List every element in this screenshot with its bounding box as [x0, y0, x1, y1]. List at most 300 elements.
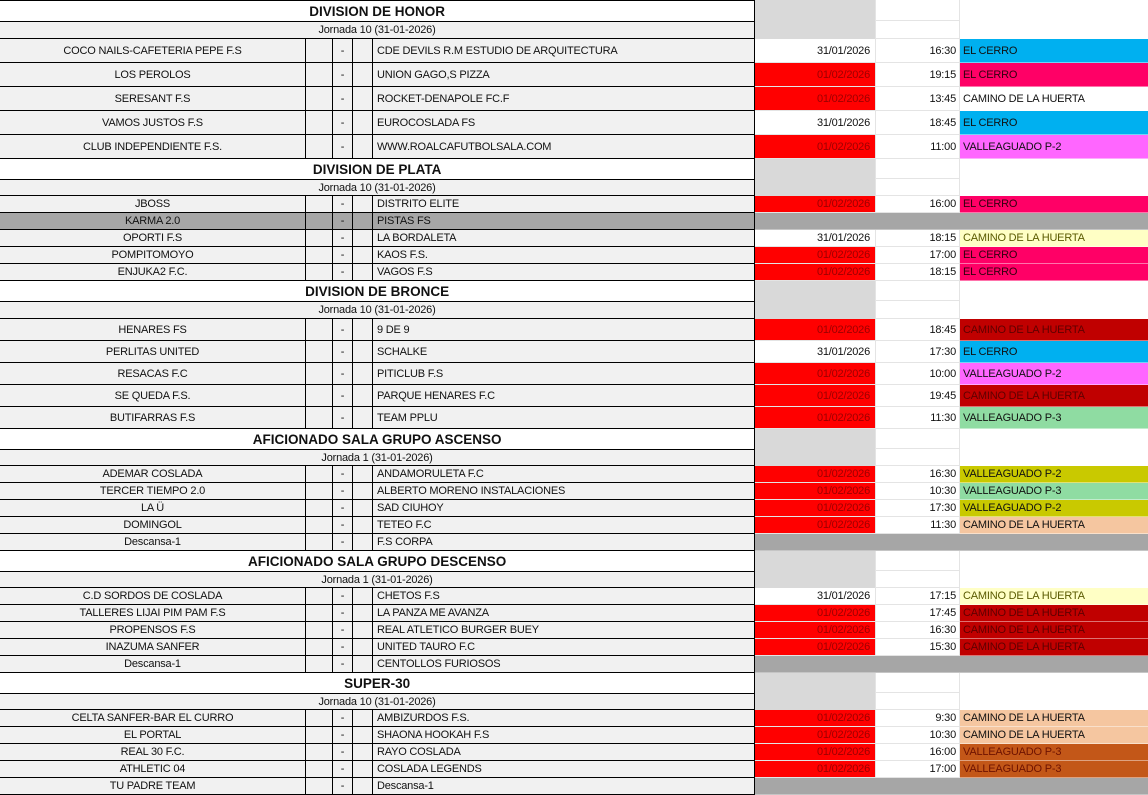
- away-score-cell[interactable]: [353, 483, 373, 499]
- division-section: [0, 159, 1148, 281]
- match-row: [0, 778, 1148, 795]
- grey-header-block: [755, 0, 876, 21]
- date-cell[interactable]: 01/02/2026: [755, 500, 876, 517]
- venue-cell[interactable]: VALLEAGUADO P-3: [960, 744, 1148, 761]
- home-score-cell[interactable]: [306, 341, 333, 362]
- section-title[interactable]: DIVISION DE BRONCE: [0, 281, 755, 301]
- home-team-cell[interactable]: EL PORTAL: [0, 727, 306, 743]
- match-left: [0, 341, 755, 363]
- away-score-cell[interactable]: [353, 500, 373, 516]
- venue-cell[interactable]: VALLEAGUADO P-2: [960, 500, 1148, 517]
- away-team-cell[interactable]: UNION GAGO,S PIZZA: [373, 63, 755, 86]
- empty-time-cell: [876, 449, 960, 466]
- away-score-cell[interactable]: [353, 264, 373, 280]
- empty-venue-cell: [960, 281, 1148, 301]
- venue-cell[interactable]: EL CERRO: [960, 196, 1148, 213]
- home-team-cell[interactable]: Descansa-1: [0, 534, 306, 550]
- jornada-label[interactable]: Jornada 1 (31-01-2026): [0, 449, 755, 466]
- away-team-cell[interactable]: CHETOS F.S: [373, 588, 755, 604]
- home-team-cell[interactable]: RESACAS F.C: [0, 363, 306, 384]
- venue-cell[interactable]: EL CERRO: [960, 39, 1148, 63]
- empty-time-cell: [876, 0, 960, 21]
- away-team-cell[interactable]: SAD CIUHOY: [373, 500, 755, 516]
- away-team-cell[interactable]: EUROCOSLADA FS: [373, 111, 755, 134]
- section-title[interactable]: AFICIONADO SALA GRUPO ASCENSO: [0, 429, 755, 449]
- time-cell[interactable]: 17:15: [876, 588, 960, 605]
- match-left: [0, 727, 755, 744]
- time-cell[interactable]: 17:30: [876, 500, 960, 517]
- time-cell[interactable]: 9:30: [876, 710, 960, 727]
- away-team-cell[interactable]: ANDAMORULETA F.C: [373, 466, 755, 482]
- home-team-cell[interactable]: PROPENSOS F.S: [0, 622, 306, 638]
- match-row: [0, 385, 1148, 407]
- grey-header-block: [755, 159, 876, 179]
- away-team-cell[interactable]: COSLADA LEGENDS: [373, 761, 755, 777]
- home-team-cell[interactable]: Descansa-1: [0, 656, 306, 672]
- away-score-cell[interactable]: [353, 319, 373, 340]
- away-team-cell[interactable]: TETEO F.C: [373, 517, 755, 533]
- home-score-cell[interactable]: [306, 483, 333, 499]
- home-score-cell[interactable]: [306, 761, 333, 777]
- away-score-cell[interactable]: [353, 656, 373, 672]
- date-cell[interactable]: 31/01/2026: [755, 111, 876, 135]
- date-cell[interactable]: 01/02/2026: [755, 483, 876, 500]
- match-row: [0, 500, 1148, 517]
- grey-header-block: [755, 179, 876, 196]
- away-team-cell[interactable]: SCHALKE: [373, 341, 755, 362]
- away-team-cell[interactable]: F.S CORPA: [373, 534, 755, 550]
- time-cell[interactable]: 17:00: [876, 761, 960, 778]
- time-cell[interactable]: 17:45: [876, 605, 960, 622]
- home-score-cell[interactable]: [306, 385, 333, 406]
- home-team-cell[interactable]: JBOSS: [0, 196, 306, 212]
- away-score-cell[interactable]: [353, 247, 373, 263]
- match-left: [0, 778, 755, 795]
- home-score-cell[interactable]: [306, 213, 333, 229]
- match-left: [0, 363, 755, 385]
- match-left: [0, 534, 755, 551]
- away-score-cell[interactable]: [353, 727, 373, 743]
- away-team-cell[interactable]: SHAONA HOOKAH F.S: [373, 727, 755, 743]
- match-right: [755, 111, 1148, 135]
- match-row: [0, 111, 1148, 135]
- section-header-row: [0, 551, 1148, 571]
- away-score-cell[interactable]: [353, 135, 373, 158]
- home-team-cell[interactable]: DOMINGOL: [0, 517, 306, 533]
- dash-separator: -: [333, 588, 353, 604]
- time-cell[interactable]: 16:30: [876, 622, 960, 639]
- jornada-label[interactable]: Jornada 1 (31-01-2026): [0, 571, 755, 588]
- venue-cell[interactable]: VALLEAGUADO P-2: [960, 135, 1148, 159]
- home-score-cell[interactable]: [306, 39, 333, 62]
- match-row: [0, 639, 1148, 656]
- match-row: [0, 727, 1148, 744]
- time-cell[interactable]: 17:00: [876, 247, 960, 264]
- away-score-cell[interactable]: [353, 605, 373, 621]
- time-cell[interactable]: 10:30: [876, 727, 960, 744]
- date-cell[interactable]: 01/02/2026: [755, 87, 876, 111]
- home-score-cell[interactable]: [306, 111, 333, 134]
- home-score-cell[interactable]: [306, 407, 333, 428]
- home-team-cell[interactable]: ENJUKA2 F.C.: [0, 264, 306, 280]
- venue-cell[interactable]: CAMINO DE LA HUERTA: [960, 727, 1148, 744]
- home-score-cell[interactable]: [306, 710, 333, 726]
- time-cell[interactable]: 11:00: [876, 135, 960, 159]
- match-left: [0, 111, 755, 135]
- dash-separator: -: [333, 500, 353, 516]
- home-score-cell[interactable]: [306, 500, 333, 516]
- date-cell[interactable]: 01/02/2026: [755, 247, 876, 264]
- home-team-cell[interactable]: LA Ü: [0, 500, 306, 516]
- time-cell[interactable]: 16:00: [876, 196, 960, 213]
- home-score-cell[interactable]: [306, 264, 333, 280]
- match-left: [0, 135, 755, 159]
- date-cell[interactable]: 01/02/2026: [755, 605, 876, 622]
- home-score-cell[interactable]: [306, 639, 333, 655]
- dash-separator: -: [333, 111, 353, 134]
- home-team-cell[interactable]: REAL 30 F.C.: [0, 744, 306, 760]
- dash-separator: -: [333, 534, 353, 550]
- time-cell[interactable]: 18:45: [876, 111, 960, 135]
- time-cell[interactable]: 16:30: [876, 39, 960, 63]
- venue-cell[interactable]: VALLEAGUADO P-3: [960, 483, 1148, 500]
- away-score-cell[interactable]: [353, 710, 373, 726]
- time-cell[interactable]: 18:15: [876, 230, 960, 247]
- home-score-cell[interactable]: [306, 196, 333, 212]
- home-team-cell[interactable]: COCO NAILS-CAFETERIA PEPE F.S: [0, 39, 306, 62]
- away-team-cell[interactable]: ALBERTO MORENO INSTALACIONES: [373, 483, 755, 499]
- section-title[interactable]: SUPER-30: [0, 673, 755, 693]
- home-team-cell[interactable]: HENARES FS: [0, 319, 306, 340]
- empty-time-cell: [876, 429, 960, 449]
- jornada-label[interactable]: Jornada 10 (31-01-2026): [0, 693, 755, 710]
- away-score-cell[interactable]: [353, 363, 373, 384]
- date-cell[interactable]: 01/02/2026: [755, 517, 876, 534]
- venue-cell[interactable]: VALLEAGUADO P-3: [960, 407, 1148, 429]
- home-score-cell[interactable]: [306, 517, 333, 533]
- match-row: [0, 761, 1148, 778]
- match-right: [755, 213, 1148, 230]
- venue-cell[interactable]: CAMINO DE LA HUERTA: [960, 710, 1148, 727]
- home-score-cell[interactable]: [306, 247, 333, 263]
- away-team-cell[interactable]: CDE DEVILS R.M ESTUDIO DE ARQUITECTURA: [373, 39, 755, 62]
- away-score-cell[interactable]: [353, 639, 373, 655]
- away-team-cell[interactable]: ROCKET-DENAPOLE FC.F: [373, 87, 755, 110]
- match-row: [0, 39, 1148, 63]
- date-cell[interactable]: 01/02/2026: [755, 63, 876, 87]
- away-team-cell[interactable]: AMBIZURDOS F.S.: [373, 710, 755, 726]
- section-header-right: [755, 0, 1148, 21]
- venue-cell[interactable]: CAMINO DE LA HUERTA: [960, 588, 1148, 605]
- away-team-cell[interactable]: REAL ATLETICO BURGER BUEY: [373, 622, 755, 638]
- venue-cell[interactable]: EL CERRO: [960, 341, 1148, 363]
- empty-venue-cell: [960, 571, 1148, 588]
- home-team-cell[interactable]: KARMA 2.0: [0, 213, 306, 229]
- match-right: [755, 483, 1148, 500]
- match-right: [755, 517, 1148, 534]
- match-right: [755, 727, 1148, 744]
- date-cell[interactable]: 01/02/2026: [755, 363, 876, 385]
- dash-separator: -: [333, 778, 353, 794]
- away-score-cell[interactable]: [353, 778, 373, 794]
- away-team-cell[interactable]: RAYO COSLADA: [373, 744, 755, 760]
- time-cell[interactable]: 16:30: [876, 466, 960, 483]
- grey-row-bar: [755, 534, 1148, 551]
- home-score-cell[interactable]: [306, 778, 333, 794]
- away-team-cell[interactable]: CENTOLLOS FURIOSOS: [373, 656, 755, 672]
- jornada-right: [755, 21, 1148, 39]
- match-row: [0, 744, 1148, 761]
- away-score-cell[interactable]: [353, 341, 373, 362]
- home-team-cell[interactable]: OPORTI F.S: [0, 230, 306, 246]
- dash-separator: -: [333, 63, 353, 86]
- away-team-cell[interactable]: KAOS F.S.: [373, 247, 755, 263]
- away-score-cell[interactable]: [353, 407, 373, 428]
- home-score-cell[interactable]: [306, 588, 333, 604]
- date-cell[interactable]: 01/02/2026: [755, 727, 876, 744]
- home-score-cell[interactable]: [306, 534, 333, 550]
- empty-time-cell: [876, 551, 960, 571]
- home-team-cell[interactable]: SERESANT F.S: [0, 87, 306, 110]
- venue-cell[interactable]: EL CERRO: [960, 264, 1148, 281]
- dash-separator: -: [333, 39, 353, 62]
- venue-cell[interactable]: EL CERRO: [960, 63, 1148, 87]
- grey-header-block: [755, 449, 876, 466]
- match-left: [0, 710, 755, 727]
- home-score-cell[interactable]: [306, 727, 333, 743]
- match-left: [0, 247, 755, 264]
- date-cell[interactable]: 31/01/2026: [755, 341, 876, 363]
- home-score-cell[interactable]: [306, 656, 333, 672]
- dash-separator: -: [333, 230, 353, 246]
- match-row: [0, 319, 1148, 341]
- jornada-label[interactable]: Jornada 10 (31-01-2026): [0, 179, 755, 196]
- time-cell[interactable]: 11:30: [876, 407, 960, 429]
- home-team-cell[interactable]: CELTA SANFER-BAR EL CURRO: [0, 710, 306, 726]
- away-team-cell[interactable]: LA BORDALETA: [373, 230, 755, 246]
- dash-separator: -: [333, 605, 353, 621]
- home-team-cell[interactable]: POMPITOMOYO: [0, 247, 306, 263]
- home-team-cell[interactable]: TERCER TIEMPO 2.0: [0, 483, 306, 499]
- time-cell[interactable]: 10:30: [876, 483, 960, 500]
- section-title[interactable]: DIVISION DE PLATA: [0, 159, 755, 179]
- venue-cell[interactable]: CAMINO DE LA HUERTA: [960, 605, 1148, 622]
- venue-cell[interactable]: CAMINO DE LA HUERTA: [960, 87, 1148, 111]
- venue-cell[interactable]: VALLEAGUADO P-3: [960, 761, 1148, 778]
- home-team-cell[interactable]: INAZUMA SANFER: [0, 639, 306, 655]
- time-cell[interactable]: 16:00: [876, 744, 960, 761]
- away-team-cell[interactable]: PITICLUB F.S: [373, 363, 755, 384]
- section-header-row: [0, 281, 1148, 301]
- away-score-cell[interactable]: [353, 385, 373, 406]
- home-team-cell[interactable]: BUTIFARRAS F.S: [0, 407, 306, 428]
- date-cell[interactable]: 01/02/2026: [755, 744, 876, 761]
- match-left: [0, 517, 755, 534]
- section-header-row: [0, 673, 1148, 693]
- away-score-cell[interactable]: [353, 63, 373, 86]
- home-score-cell[interactable]: [306, 363, 333, 384]
- venue-cell[interactable]: CAMINO DE LA HUERTA: [960, 639, 1148, 656]
- match-left: [0, 639, 755, 656]
- date-cell[interactable]: 01/02/2026: [755, 407, 876, 429]
- away-team-cell[interactable]: DISTRITO ELITE: [373, 196, 755, 212]
- match-right: [755, 605, 1148, 622]
- match-row: [0, 622, 1148, 639]
- away-score-cell[interactable]: [353, 87, 373, 110]
- home-team-cell[interactable]: TU PADRE TEAM: [0, 778, 306, 794]
- jornada-row: [0, 449, 1148, 466]
- away-team-cell[interactable]: UNITED TAURO F.C: [373, 639, 755, 655]
- empty-time-cell: [876, 301, 960, 319]
- match-row: [0, 363, 1148, 385]
- away-team-cell[interactable]: PARQUE HENARES F.C: [373, 385, 755, 406]
- home-score-cell[interactable]: [306, 319, 333, 340]
- home-score-cell[interactable]: [306, 135, 333, 158]
- time-cell[interactable]: 13:45: [876, 87, 960, 111]
- away-score-cell[interactable]: [353, 517, 373, 533]
- home-team-cell[interactable]: TALLERES LIJAI PIM PAM F.S: [0, 605, 306, 621]
- match-row: [0, 466, 1148, 483]
- home-score-cell[interactable]: [306, 87, 333, 110]
- away-score-cell[interactable]: [353, 534, 373, 550]
- time-cell[interactable]: 15:30: [876, 639, 960, 656]
- date-cell[interactable]: 01/02/2026: [755, 761, 876, 778]
- away-score-cell[interactable]: [353, 588, 373, 604]
- away-team-cell[interactable]: TEAM PPLU: [373, 407, 755, 428]
- time-cell[interactable]: 11:30: [876, 517, 960, 534]
- match-left: [0, 264, 755, 281]
- dash-separator: -: [333, 247, 353, 263]
- home-team-cell[interactable]: PERLITAS UNITED: [0, 341, 306, 362]
- home-team-cell[interactable]: SE QUEDA F.S.: [0, 385, 306, 406]
- date-cell[interactable]: 01/02/2026: [755, 385, 876, 407]
- date-cell[interactable]: 01/02/2026: [755, 639, 876, 656]
- division-section: [0, 551, 1148, 673]
- grey-row-bar: [755, 656, 1148, 673]
- time-cell[interactable]: 18:45: [876, 319, 960, 341]
- date-cell[interactable]: 01/02/2026: [755, 319, 876, 341]
- match-right: [755, 656, 1148, 673]
- match-left: [0, 39, 755, 63]
- date-cell[interactable]: 31/01/2026: [755, 230, 876, 247]
- home-team-cell[interactable]: ATHLETIC 04: [0, 761, 306, 777]
- match-right: [755, 534, 1148, 551]
- away-score-cell[interactable]: [353, 230, 373, 246]
- venue-cell[interactable]: CAMINO DE LA HUERTA: [960, 230, 1148, 247]
- away-score-cell[interactable]: [353, 761, 373, 777]
- away-team-cell[interactable]: 9 DE 9: [373, 319, 755, 340]
- home-team-cell[interactable]: VAMOS JUSTOS F.S: [0, 111, 306, 134]
- date-cell[interactable]: 31/01/2026: [755, 39, 876, 63]
- dash-separator: -: [333, 87, 353, 110]
- match-row: [0, 213, 1148, 230]
- home-score-cell[interactable]: [306, 466, 333, 482]
- away-team-cell[interactable]: LA PANZA ME AVANZA: [373, 605, 755, 621]
- venue-cell[interactable]: CAMINO DE LA HUERTA: [960, 319, 1148, 341]
- home-score-cell[interactable]: [306, 230, 333, 246]
- home-team-cell[interactable]: LOS PEROLOS: [0, 63, 306, 86]
- dash-separator: -: [333, 744, 353, 760]
- section-title[interactable]: AFICIONADO SALA GRUPO DESCENSO: [0, 551, 755, 571]
- away-score-cell[interactable]: [353, 213, 373, 229]
- home-team-cell[interactable]: ADEMAR COSLADA: [0, 466, 306, 482]
- match-right: [755, 87, 1148, 111]
- match-row: [0, 407, 1148, 429]
- date-cell[interactable]: 31/01/2026: [755, 588, 876, 605]
- jornada-label[interactable]: Jornada 10 (31-01-2026): [0, 301, 755, 319]
- away-team-cell[interactable]: Descansa-1: [373, 778, 755, 794]
- venue-cell[interactable]: VALLEAGUADO P-2: [960, 363, 1148, 385]
- match-left: [0, 744, 755, 761]
- date-cell[interactable]: 01/02/2026: [755, 264, 876, 281]
- jornada-right: [755, 571, 1148, 588]
- match-left: [0, 196, 755, 213]
- empty-time-cell: [876, 159, 960, 179]
- time-cell[interactable]: 19:15: [876, 63, 960, 87]
- venue-cell[interactable]: EL CERRO: [960, 111, 1148, 135]
- date-cell[interactable]: 01/02/2026: [755, 135, 876, 159]
- away-score-cell[interactable]: [353, 196, 373, 212]
- home-score-cell[interactable]: [306, 63, 333, 86]
- away-score-cell[interactable]: [353, 111, 373, 134]
- grey-header-block: [755, 21, 876, 39]
- jornada-right: [755, 449, 1148, 466]
- venue-cell[interactable]: CAMINO DE LA HUERTA: [960, 517, 1148, 534]
- empty-time-cell: [876, 693, 960, 710]
- away-score-cell[interactable]: [353, 622, 373, 638]
- home-team-cell[interactable]: C.D SORDOS DE COSLADA: [0, 588, 306, 604]
- away-team-cell[interactable]: PISTAS FS: [373, 213, 755, 229]
- venue-cell[interactable]: EL CERRO: [960, 247, 1148, 264]
- venue-cell[interactable]: VALLEAGUADO P-2: [960, 466, 1148, 483]
- time-cell[interactable]: 17:30: [876, 341, 960, 363]
- venue-cell[interactable]: CAMINO DE LA HUERTA: [960, 385, 1148, 407]
- time-cell[interactable]: 18:15: [876, 264, 960, 281]
- match-row: [0, 341, 1148, 363]
- match-left: [0, 500, 755, 517]
- match-row: [0, 656, 1148, 673]
- home-score-cell[interactable]: [306, 622, 333, 638]
- match-left: [0, 63, 755, 87]
- empty-time-cell: [876, 281, 960, 301]
- time-cell[interactable]: 19:45: [876, 385, 960, 407]
- match-right: [755, 588, 1148, 605]
- section-title[interactable]: DIVISION DE HONOR: [0, 0, 755, 21]
- venue-cell[interactable]: CAMINO DE LA HUERTA: [960, 622, 1148, 639]
- empty-venue-cell: [960, 0, 1148, 21]
- match-right: [755, 196, 1148, 213]
- match-row: [0, 87, 1148, 111]
- home-team-cell[interactable]: CLUB INDEPENDIENTE F.S.: [0, 135, 306, 158]
- time-cell[interactable]: 10:00: [876, 363, 960, 385]
- date-cell[interactable]: 01/02/2026: [755, 710, 876, 727]
- section-header-row: [0, 0, 1148, 21]
- jornada-label[interactable]: Jornada 10 (31-01-2026): [0, 21, 755, 39]
- section-header-row: [0, 429, 1148, 449]
- away-score-cell[interactable]: [353, 39, 373, 62]
- date-cell[interactable]: 01/02/2026: [755, 466, 876, 483]
- empty-time-cell: [876, 673, 960, 693]
- away-team-cell[interactable]: WWW.ROALCAFUTBOLSALA.COM: [373, 135, 755, 158]
- date-cell[interactable]: 01/02/2026: [755, 622, 876, 639]
- away-score-cell[interactable]: [353, 466, 373, 482]
- home-score-cell[interactable]: [306, 744, 333, 760]
- dash-separator: -: [333, 341, 353, 362]
- home-score-cell[interactable]: [306, 605, 333, 621]
- date-cell[interactable]: 01/02/2026: [755, 196, 876, 213]
- away-score-cell[interactable]: [353, 744, 373, 760]
- away-team-cell[interactable]: VAGOS F.S: [373, 264, 755, 280]
